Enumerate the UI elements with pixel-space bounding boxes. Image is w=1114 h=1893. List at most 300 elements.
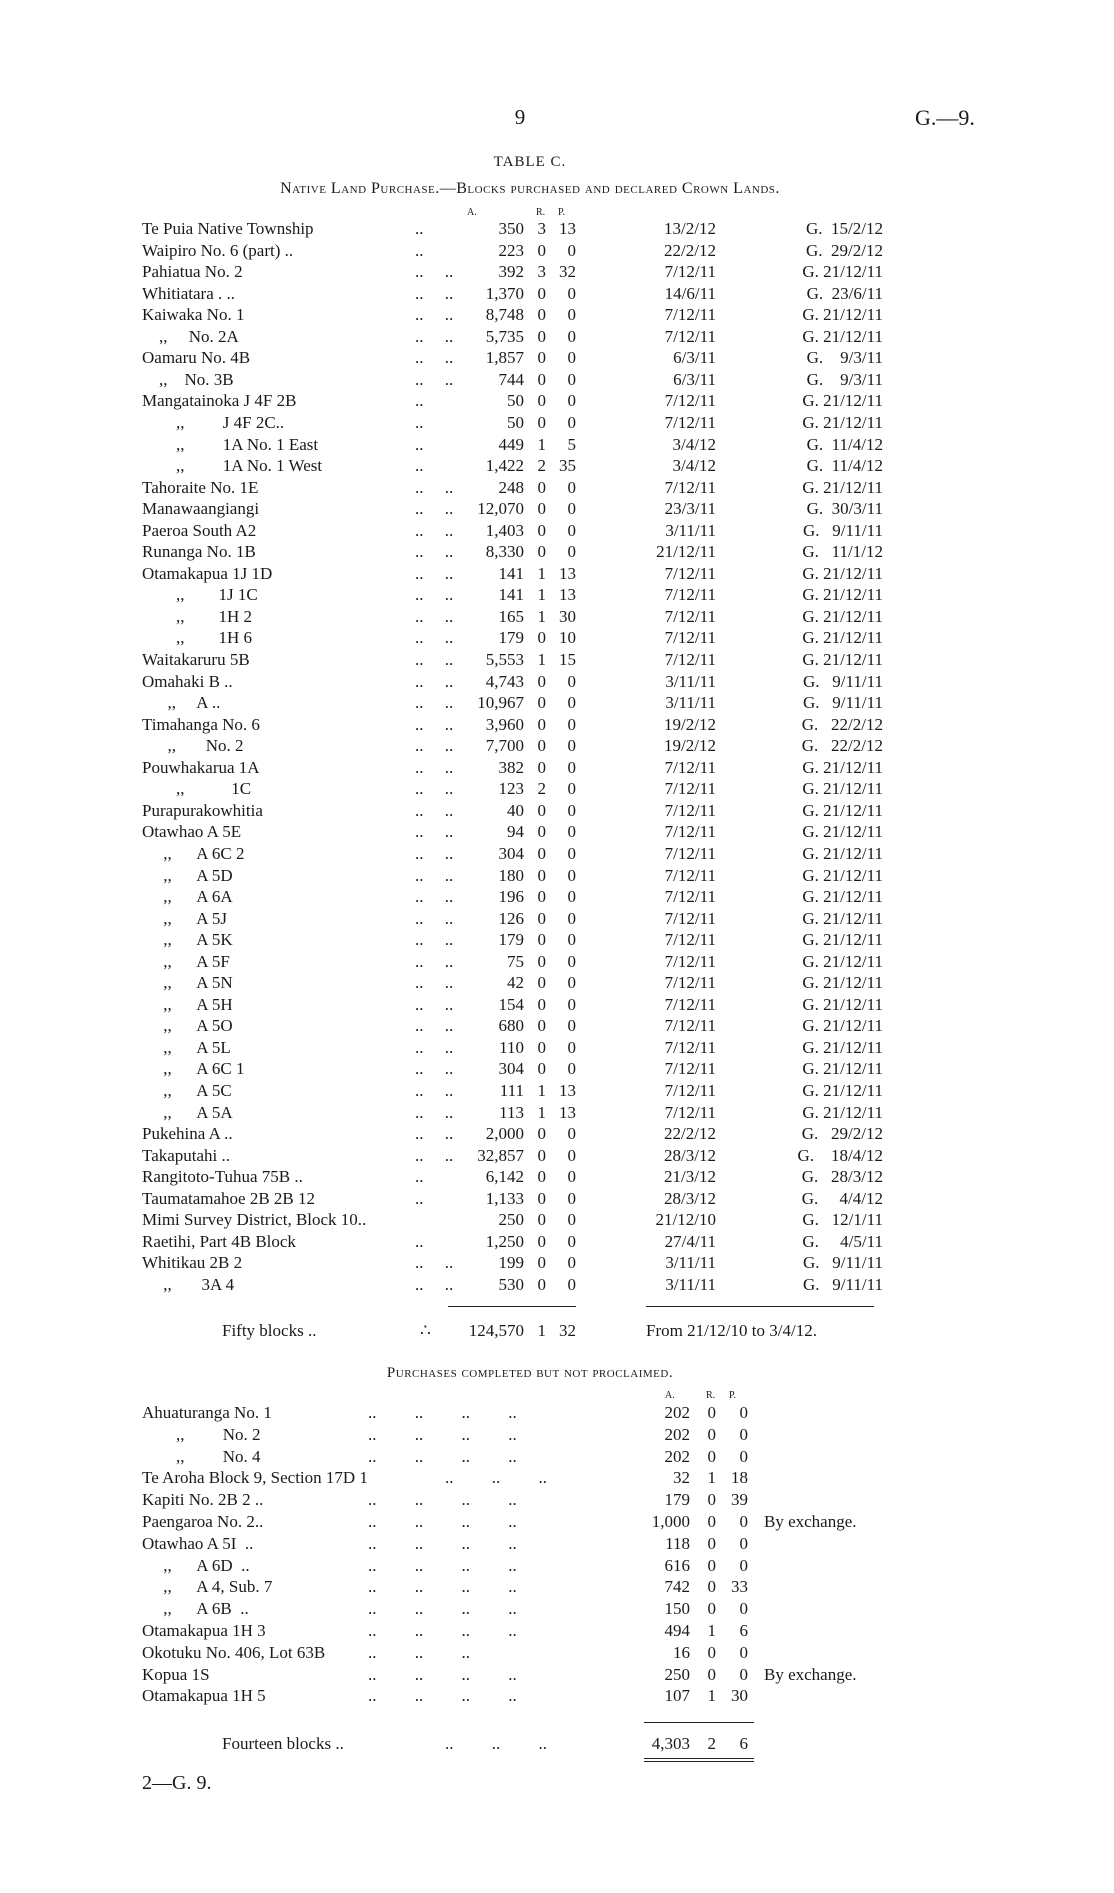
block-roods: 0: [537, 865, 546, 885]
block-date: 22/2/12: [664, 1124, 716, 1144]
purchase-note: By exchange.: [764, 1512, 857, 1531]
table-row: [0, 649, 1114, 670]
leader-dots: ..: [415, 1231, 424, 1251]
block-perches: 0: [567, 951, 576, 971]
leader-dots: .. ..: [415, 1145, 454, 1165]
block-acres: 32,857: [477, 1145, 524, 1165]
purchase-note: By exchange.: [764, 1664, 857, 1684]
block-roods: 0: [537, 1016, 546, 1036]
gazette-reference: G. 21/12/11: [802, 563, 883, 583]
purchase-acres: 616: [664, 1555, 690, 1575]
block-roods: 0: [537, 973, 546, 993]
gazette-reference: G. 29/2/12: [806, 240, 883, 260]
block-name: ,, No. 3B: [142, 369, 234, 389]
leader-dots: .. ..: [415, 951, 454, 971]
block-date: 7/12/11: [664, 865, 716, 885]
leader-dots: .. ..: [415, 930, 454, 950]
block-perches: 0: [567, 499, 576, 519]
gazette-reference: G. 15/2/12: [806, 219, 883, 238]
block-acres: 50: [507, 391, 524, 411]
gazette-reference: G. 21/12/11: [802, 606, 883, 626]
block-acres: 250: [498, 1210, 524, 1230]
leader-dots: .. ..: [415, 736, 454, 756]
purchase-roods: 1: [707, 1468, 716, 1488]
block-perches: 0: [567, 757, 576, 777]
block-perches: 0: [567, 800, 576, 820]
leader-dots: .. ..: [415, 865, 454, 885]
purchase-name: ,, A 6D ..: [142, 1555, 250, 1575]
leader-dots: .. ..: [415, 606, 454, 626]
block-acres: 94: [507, 822, 524, 842]
block-perches: 0: [567, 477, 576, 497]
purchase-acres: 150: [664, 1599, 690, 1619]
gazette-reference: G. 4/4/12: [801, 1188, 883, 1208]
unit-perches: P.: [729, 1390, 736, 1401]
block-name: Whitikau 2B 2: [142, 1253, 243, 1273]
block-roods: 0: [537, 714, 546, 734]
block-roods: 1: [537, 585, 546, 605]
block-acres: 8,330: [485, 542, 524, 562]
gazette-reference: G. 21/12/11: [802, 1037, 883, 1057]
block-date: 7/12/11: [664, 563, 716, 583]
block-date: 7/12/11: [664, 887, 716, 907]
leader-dots: .. ..: [415, 628, 454, 648]
block-perches: 0: [567, 326, 576, 346]
block-perches: 0: [567, 1188, 576, 1208]
block-name: Raetihi, Part 4B Block: [142, 1231, 296, 1251]
block-roods: 0: [537, 994, 546, 1014]
block-acres: 196: [498, 887, 524, 907]
block-name: Rangitoto-Tuhua 75B ..: [142, 1167, 303, 1187]
unit-acres: A.: [467, 207, 477, 218]
table-row: [0, 778, 1114, 799]
block-roods: 1: [537, 1081, 546, 1100]
block-acres: 42: [507, 973, 524, 993]
purchase-acres: 107: [664, 1686, 690, 1706]
table-row: [0, 240, 1114, 261]
gazette-reference: G. 9/11/11: [803, 1253, 883, 1273]
block-acres: 113: [499, 1102, 524, 1122]
leader-dots: .. ..: [415, 671, 454, 691]
purchase-perches: 30: [731, 1686, 748, 1706]
purchase-roods: 0: [707, 1490, 716, 1510]
block-perches: 0: [567, 1253, 576, 1273]
block-acres: 744: [498, 369, 524, 389]
table-row: [0, 584, 1114, 605]
gazette-reference: G. 21/12/11: [802, 822, 883, 842]
block-perches: 0: [567, 1167, 576, 1187]
block-name: ,, A 5A: [142, 1102, 233, 1122]
block-date: 7/12/11: [664, 757, 716, 777]
purchase-acres: 118: [665, 1533, 690, 1553]
table-row: [0, 606, 1114, 627]
leader-dots: .. ..: [415, 499, 454, 519]
table-row: [0, 1015, 1114, 1036]
block-roods: 0: [537, 305, 546, 325]
block-name: Paeroa South A2: [142, 520, 257, 540]
purchase-perches: 18: [731, 1468, 748, 1488]
purchase-roods: 1: [707, 1686, 716, 1706]
table-row: [0, 1102, 1114, 1123]
table-row: [0, 994, 1114, 1015]
purchase-name: Okotuku No. 406, Lot 63B: [142, 1642, 326, 1662]
gazette-reference: G. 23/6/11: [806, 283, 883, 303]
block-name: ,, 1H 6: [142, 628, 253, 648]
leader-dots: .. .. .. ..: [368, 1555, 517, 1575]
block-roods: 0: [537, 1231, 546, 1251]
total-dots: ∴: [420, 1321, 431, 1340]
block-roods: 0: [537, 391, 546, 411]
gazette-reference: G. 21/12/11: [802, 628, 883, 648]
block-date: 28/3/12: [664, 1188, 716, 1208]
block-name: ,, 1A No. 1 East: [142, 434, 319, 454]
purchase-roods: 0: [707, 1424, 716, 1444]
leader-dots: .. ..: [415, 520, 454, 540]
block-date: 14/6/11: [664, 283, 716, 303]
table-row: [0, 951, 1114, 972]
block-perches: 5: [567, 434, 576, 454]
purchase-name: Kapiti No. 2B 2 ..: [142, 1490, 264, 1510]
block-date: 6/3/11: [673, 369, 716, 389]
block-name: ,, 1A No. 1 West: [142, 456, 323, 476]
block-perches: 0: [567, 542, 576, 562]
block-name: Otamakapua 1J 1D: [142, 563, 273, 583]
purchase-perches: 0: [739, 1424, 748, 1444]
block-roods: 0: [537, 283, 546, 303]
block-date: 7/12/11: [664, 973, 716, 993]
total-rule: [644, 1722, 754, 1723]
block-roods: 0: [537, 887, 546, 907]
table-row: [0, 1037, 1114, 1058]
block-perches: 0: [567, 1059, 576, 1079]
gazette-reference: G. 11/1/12: [802, 542, 883, 562]
block-acres: 8,748: [485, 305, 524, 325]
block-roods: 0: [537, 951, 546, 971]
gazette-reference: G. 22/2/12: [801, 714, 883, 734]
table-row: [0, 1598, 1114, 1619]
block-name: Oamaru No. 4B: [142, 348, 251, 368]
leader-dots: .. ..: [415, 843, 454, 863]
block-name: ,, A 5O: [142, 1016, 233, 1036]
block-roods: 3: [537, 219, 546, 238]
leader-dots: .. ..: [415, 262, 454, 282]
leader-dots: .. .. .. ..: [368, 1621, 517, 1640]
block-name: ,, A 5L: [142, 1037, 231, 1057]
block-perches: 15: [559, 650, 576, 669]
block-date: 22/2/12: [664, 240, 716, 260]
block-date: 7/12/11: [664, 800, 716, 820]
table-row: [0, 1467, 1114, 1488]
block-perches: 0: [567, 305, 576, 325]
table-row: [0, 1685, 1114, 1706]
block-date: 7/12/11: [664, 606, 716, 626]
block-perches: 13: [559, 563, 576, 583]
blocks-total-row: [0, 1320, 1114, 1341]
block-acres: 248: [498, 477, 524, 497]
leader-dots: .. ..: [415, 1081, 454, 1100]
block-perches: 0: [567, 1016, 576, 1036]
purchase-name: Te Aroha Block 9, Section 17D 1: [142, 1468, 368, 1488]
block-acres: 1,422: [485, 456, 524, 476]
block-acres: 1,370: [485, 283, 524, 303]
document-reference: G.—9.: [915, 105, 975, 130]
purchase-acres: 32: [673, 1468, 690, 1488]
block-perches: 0: [567, 908, 576, 928]
gazette-reference: G. 21/12/11: [802, 305, 883, 325]
block-acres: 3,960: [485, 714, 524, 734]
leader-dots: .. ..: [415, 563, 454, 583]
block-roods: 0: [537, 757, 546, 777]
table-row: [0, 1555, 1114, 1576]
purchase-perches: 0: [739, 1512, 748, 1531]
leader-dots: .. ..: [415, 1274, 454, 1294]
leader-dots: ..: [415, 412, 424, 432]
block-date: 21/3/12: [664, 1167, 716, 1187]
gazette-reference: G. 21/12/11: [802, 779, 883, 799]
block-perches: 0: [567, 520, 576, 540]
leader-dots: ..: [415, 1188, 424, 1208]
unit-acres: A.: [665, 1390, 675, 1401]
leader-dots: ..: [415, 434, 424, 454]
block-roods: 0: [537, 736, 546, 756]
block-date: 3/11/11: [665, 1253, 716, 1273]
block-name: ,, A 5H: [142, 994, 233, 1014]
block-roods: 0: [537, 1037, 546, 1057]
block-name: ,, A 5F: [142, 951, 230, 971]
blocks-total-label: Fifty blocks ..: [222, 1321, 317, 1340]
table-row: [0, 498, 1114, 519]
leader-dots: ..: [415, 219, 424, 238]
block-name: Waitakaruru 5B: [142, 650, 250, 669]
block-name: ,, A 5J: [142, 908, 228, 928]
purchase-roods: 0: [707, 1599, 716, 1619]
blocks-total-roods: 1: [537, 1321, 546, 1340]
block-perches: 0: [567, 1274, 576, 1294]
block-roods: 1: [537, 650, 546, 669]
block-acres: 1,250: [485, 1231, 524, 1251]
block-roods: 0: [537, 499, 546, 519]
block-name: ,, A 6C 1: [142, 1059, 245, 1079]
block-acres: 680: [498, 1016, 524, 1036]
gazette-reference: G. 21/12/11: [802, 262, 883, 282]
block-date: 6/3/11: [673, 348, 716, 368]
purchase-acres: 250: [664, 1664, 690, 1684]
total-rule: [448, 1306, 576, 1307]
gazette-reference: G. 9/11/11: [803, 1274, 883, 1294]
leader-dots: .. ..: [415, 714, 454, 734]
purchase-perches: 0: [739, 1555, 748, 1575]
block-name: Kaiwaka No. 1: [142, 305, 245, 325]
gazette-reference: G. 9/11/11: [803, 693, 883, 713]
purchase-name: ,, A 6B ..: [142, 1599, 249, 1619]
block-roods: 0: [537, 908, 546, 928]
block-perches: 30: [559, 606, 576, 626]
purchase-name: Kopua 1S: [142, 1664, 210, 1684]
block-date: 3/11/11: [665, 1274, 716, 1294]
leader-dots: .. ..: [415, 283, 454, 303]
gazette-reference: G. 21/12/11: [802, 650, 883, 669]
block-roods: 0: [537, 1145, 546, 1165]
purchase-perches: 0: [739, 1599, 748, 1619]
leader-dots: .. ..: [415, 1037, 454, 1057]
table-row: [0, 800, 1114, 821]
gazette-reference: G. 9/3/11: [806, 369, 883, 389]
leader-dots: .. .. .. ..: [368, 1686, 517, 1706]
leader-dots: .. .. ..: [445, 1734, 547, 1753]
leader-dots: .. ..: [415, 757, 454, 777]
purchases-total-acres: 4,303: [651, 1734, 690, 1753]
table-row: [0, 692, 1114, 713]
table-row: [0, 1188, 1114, 1209]
unit-roods: R.: [706, 1390, 716, 1401]
table-row: [0, 1489, 1114, 1510]
gazette-reference: G. 21/12/11: [802, 973, 883, 993]
block-date: 7/12/11: [664, 477, 716, 497]
purchase-name: Ahuaturanga No. 1: [142, 1403, 272, 1422]
purchase-acres: 202: [664, 1424, 690, 1444]
table-row: [0, 1080, 1114, 1101]
block-acres: 110: [499, 1037, 524, 1057]
block-perches: 0: [567, 822, 576, 842]
purchase-acres: 16: [673, 1642, 690, 1662]
purchase-perches: 33: [731, 1577, 748, 1597]
purchase-acres: 742: [664, 1577, 690, 1597]
block-perches: 0: [567, 283, 576, 303]
block-acres: 304: [498, 843, 524, 863]
block-date: 7/12/11: [664, 412, 716, 432]
leader-dots: .. .. .. ..: [368, 1446, 517, 1466]
leader-dots: .. .. .. ..: [368, 1403, 517, 1422]
table-row: [0, 627, 1114, 648]
block-roods: 0: [537, 693, 546, 713]
table-row: [0, 1620, 1114, 1641]
purchase-acres: 1,000: [651, 1512, 690, 1531]
table-row: [0, 972, 1114, 993]
purchase-name: Otawhao A 5I ..: [142, 1533, 254, 1553]
block-acres: 111: [499, 1081, 524, 1100]
page-footer: 2—G. 9.: [142, 1772, 212, 1794]
table-row: [0, 390, 1114, 411]
block-roods: 0: [537, 1124, 546, 1144]
block-date: 7/12/11: [664, 1059, 716, 1079]
purchase-perches: 0: [739, 1664, 748, 1684]
block-name: ,, J 4F 2C..: [142, 412, 285, 432]
leader-dots: .. ..: [415, 994, 454, 1014]
block-perches: 0: [567, 369, 576, 389]
block-perches: 0: [567, 671, 576, 691]
block-acres: 449: [498, 434, 524, 454]
leader-dots: .. ..: [415, 800, 454, 820]
leader-dots: ..: [415, 456, 424, 476]
block-roods: 0: [537, 843, 546, 863]
block-name: ,, 3A 4: [142, 1274, 235, 1294]
table-row: [0, 541, 1114, 562]
block-acres: 223: [498, 240, 524, 260]
block-acres: 350: [498, 219, 524, 238]
block-roods: 0: [537, 671, 546, 691]
gazette-reference: G. 21/12/11: [802, 930, 883, 950]
block-roods: 0: [537, 542, 546, 562]
block-name: Takaputahi ..: [142, 1145, 231, 1165]
block-date: 7/12/11: [664, 822, 716, 842]
leader-dots: .. .. .. ..: [368, 1424, 517, 1444]
block-perches: 0: [567, 391, 576, 411]
purchase-name: ,, No. 2: [142, 1424, 261, 1444]
block-perches: 0: [567, 1231, 576, 1251]
leader-dots: .. ..: [415, 1102, 454, 1122]
block-acres: 304: [498, 1059, 524, 1079]
section-caption: Purchases completed but not proclaimed.: [386, 1365, 674, 1381]
table-row: [0, 1664, 1114, 1685]
purchase-roods: 0: [707, 1403, 716, 1422]
leader-dots: .. ..: [415, 305, 454, 325]
table-row: [0, 1231, 1114, 1252]
table-row: [0, 908, 1114, 929]
block-name: Purapurakowhitia: [142, 800, 263, 820]
block-name: ,, A ..: [142, 693, 221, 713]
gazette-reference: G. 21/12/11: [802, 391, 883, 411]
leader-dots: .. ..: [415, 348, 454, 368]
purchase-perches: 0: [739, 1642, 748, 1662]
block-acres: 1,133: [485, 1188, 524, 1208]
block-roods: 0: [537, 477, 546, 497]
purchase-perches: 0: [739, 1403, 748, 1422]
gazette-reference: G. 30/3/11: [806, 499, 883, 519]
block-date: 3/4/12: [672, 456, 716, 476]
table-row: [0, 1424, 1114, 1445]
purchase-acres: 202: [664, 1403, 690, 1422]
block-date: 19/2/12: [664, 714, 716, 734]
gazette-reference: G. 12/1/11: [802, 1210, 883, 1230]
purchase-acres: 179: [664, 1490, 690, 1510]
table-row: [0, 757, 1114, 778]
block-roods: 0: [537, 1188, 546, 1208]
block-name: Omahaki B ..: [142, 671, 233, 691]
gazette-reference: G. 21/12/11: [802, 1059, 883, 1079]
table-row: [0, 1642, 1114, 1663]
leader-dots: .. .. .. ..: [368, 1512, 517, 1531]
leader-dots: ..: [415, 391, 424, 411]
leader-dots: .. ..: [415, 908, 454, 928]
gazette-reference: G. 21/12/11: [802, 800, 883, 820]
leader-dots: .. ..: [415, 887, 454, 907]
purchase-name: Paengaroa No. 2..: [142, 1512, 264, 1531]
purchase-perches: 39: [731, 1490, 748, 1510]
block-name: ,, 1C: [142, 779, 252, 799]
block-acres: 392: [498, 262, 524, 282]
block-perches: 0: [567, 887, 576, 907]
block-acres: 154: [498, 994, 524, 1014]
block-acres: 40: [507, 800, 524, 820]
leader-dots: .. ..: [415, 779, 454, 799]
gazette-reference: G. 21/12/11: [802, 757, 883, 777]
purchase-roods: 0: [707, 1642, 716, 1662]
block-name: ,, A 5D: [142, 865, 233, 885]
purchases-total-label: Fourteen blocks ..: [222, 1734, 344, 1753]
block-date: 7/12/11: [664, 391, 716, 411]
gazette-reference: G. 9/3/11: [806, 348, 883, 368]
block-name: ,, A 6C 2: [142, 843, 245, 863]
block-date: 13/2/12: [664, 219, 716, 238]
table-row: [0, 347, 1114, 368]
gazette-reference: G. 21/12/11: [802, 865, 883, 885]
purchase-roods: 0: [707, 1555, 716, 1575]
table-row: [0, 1145, 1114, 1166]
block-acres: 179: [498, 628, 524, 648]
purchase-roods: 0: [707, 1664, 716, 1684]
table-row: [0, 412, 1114, 433]
block-roods: 0: [537, 1059, 546, 1079]
